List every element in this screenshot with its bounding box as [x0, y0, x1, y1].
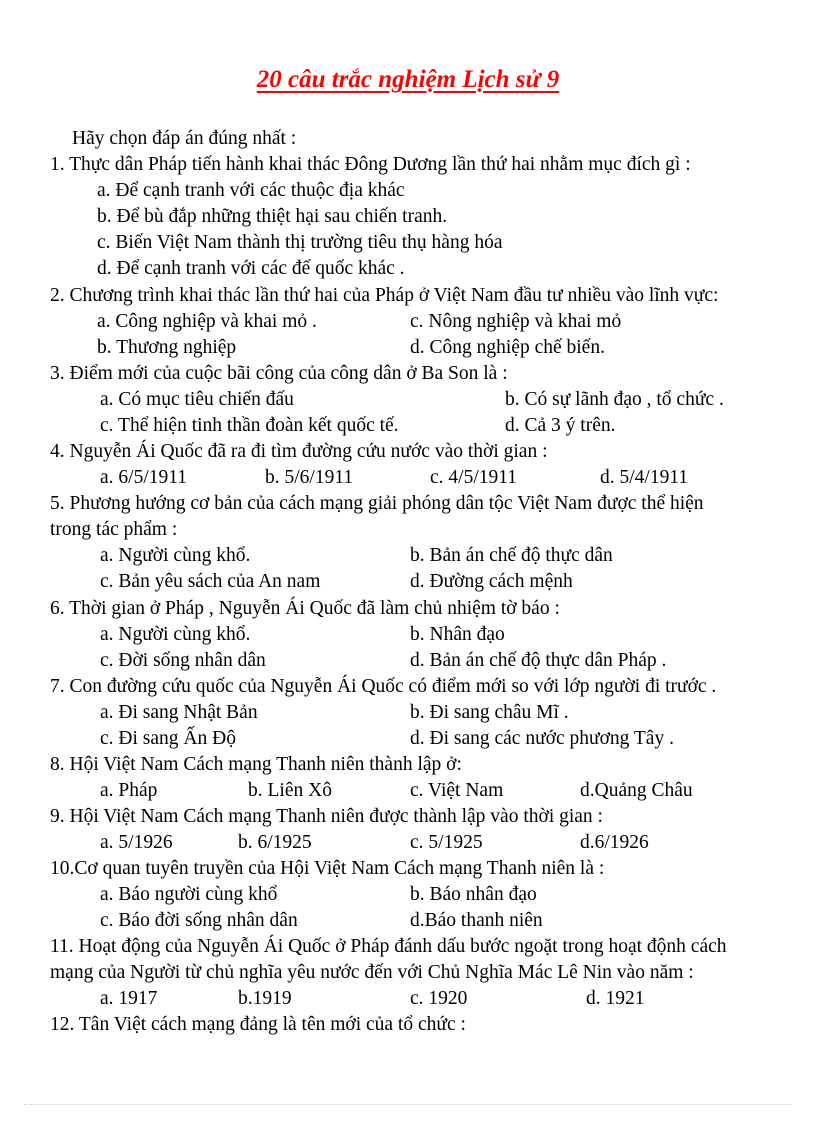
question-7: 7. Con đường cứu quốc của Nguyễn Ái Quốc có điểm mới so với lớp người đi trước .: [50, 676, 717, 697]
option-3c[interactable]: c. Thể hiện tinh thần đoàn kết quốc tế.: [100, 415, 399, 436]
option-8b[interactable]: b. Liên Xô: [248, 780, 332, 801]
question-11: 11. Hoạt động của Nguyễn Ái Quốc ở Pháp đánh dấu bước ngoặt trong hoạt độnh cách: [50, 936, 727, 957]
question-8: 8. Hội Việt Nam Cách mạng Thanh niên thành lập ở:: [50, 754, 462, 775]
option-2d[interactable]: d. Công nghiệp chế biến.: [410, 337, 605, 358]
option-2b[interactable]: b. Thương nghiệp: [97, 337, 237, 358]
option-7a[interactable]: a. Đi sang Nhật Bản: [100, 702, 258, 723]
option-7b[interactable]: b. Đi sang châu Mĩ .: [410, 702, 569, 723]
option-5b[interactable]: b. Bản án chế độ thực dân: [410, 545, 613, 566]
option-7c[interactable]: c. Đi sang Ấn Độ: [100, 728, 236, 749]
question-9: 9. Hội Việt Nam Cách mạng Thanh niên được thành lập vào thời gian :: [50, 806, 603, 827]
question-4: 4. Nguyễn Ái Quốc đã ra đi tìm đường cứu nước vào thời gian :: [50, 441, 548, 462]
option-4a[interactable]: a. 6/5/1911: [100, 467, 188, 488]
option-9a[interactable]: a. 5/1926: [100, 832, 173, 853]
option-4d[interactable]: d. 5/4/1911: [600, 467, 689, 488]
option-10c[interactable]: c. Báo đời sống nhân dân: [100, 910, 298, 931]
option-11d[interactable]: d. 1921: [586, 988, 645, 1009]
option-4b[interactable]: b. 5/6/1911: [265, 467, 354, 488]
question-5-cont: trong tác phẩm :: [50, 519, 178, 540]
option-11a[interactable]: a. 1917: [100, 988, 158, 1009]
option-9d[interactable]: d.6/1926: [580, 832, 649, 853]
question-5: 5. Phương hướng cơ bản của cách mạng giải phóng dân tộc Việt Nam được thể hiện: [50, 493, 704, 514]
page-bottom-divider: [24, 1104, 792, 1105]
question-6: 6. Thời gian ở Pháp , Nguyễn Ái Quốc đã làm chủ nhiệm tờ báo :: [50, 598, 560, 619]
option-1b[interactable]: b. Để bù đắp những thiệt hại sau chiến tranh.: [97, 206, 448, 227]
option-6b[interactable]: b. Nhân đạo: [410, 624, 505, 645]
option-1c[interactable]: c. Biến Việt Nam thành thị trường tiêu thụ hàng hóa: [97, 232, 503, 253]
option-8c[interactable]: c. Việt Nam: [410, 780, 504, 801]
option-11c[interactable]: c. 1920: [410, 988, 468, 1009]
option-10d[interactable]: d.Báo thanh niên: [410, 910, 543, 931]
question-12: 12. Tân Việt cách mạng đảng là tên mới của tổ chức :: [50, 1014, 466, 1035]
option-1a[interactable]: a. Để cạnh tranh với các thuộc địa khác: [97, 180, 405, 201]
option-5a[interactable]: a. Người cùng khổ.: [100, 545, 251, 566]
option-10a[interactable]: a. Báo người cùng khổ: [100, 884, 278, 905]
option-3b[interactable]: b. Có sự lãnh đạo , tổ chức .: [505, 389, 724, 410]
instruction: Hãy chọn đáp án đúng nhất :: [72, 128, 297, 149]
option-5c[interactable]: c. Bản yêu sách của An nam: [100, 571, 321, 592]
option-9c[interactable]: c. 5/1925: [410, 832, 483, 853]
question-3: 3. Điểm mới của cuộc bãi công của công dân ở Ba Son là :: [50, 363, 508, 384]
option-10b[interactable]: b. Báo nhân đạo: [410, 884, 537, 905]
question-11-cont: mạng của Người từ chủ nghĩa yêu nước đến với Chủ Nghĩa Mác Lê Nin vào năm :: [50, 962, 694, 983]
option-1d[interactable]: d. Để cạnh tranh với các đế quốc khác .: [97, 258, 405, 279]
option-7d[interactable]: d. Đi sang các nước phương Tây .: [410, 728, 674, 749]
option-2c[interactable]: c. Nông nghiệp và khai mỏ: [410, 311, 622, 332]
question-2: 2. Chương trình khai thác lần thứ hai của Pháp ở Việt Nam đầu tư nhiều vào lĩnh vực:: [50, 285, 719, 306]
option-6a[interactable]: a. Người cùng khổ.: [100, 624, 251, 645]
document-title: 20 câu trắc nghiệm Lịch sử 9: [256, 66, 560, 93]
option-9b[interactable]: b. 6/1925: [238, 832, 312, 853]
option-8a[interactable]: a. Pháp: [100, 780, 158, 801]
option-11b[interactable]: b.1919: [238, 988, 292, 1009]
option-6d[interactable]: d. Bản án chế độ thực dân Pháp .: [410, 650, 667, 671]
option-3a[interactable]: a. Có mục tiêu chiến đấu: [100, 389, 294, 410]
option-3d[interactable]: d. Cả 3 ý trên.: [505, 415, 616, 436]
option-4c[interactable]: c. 4/5/1911: [430, 467, 518, 488]
question-10: 10.Cơ quan tuyên truyền của Hội Việt Nam Cách mạng Thanh niên là :: [50, 858, 605, 879]
option-8d[interactable]: d.Quảng Châu: [580, 780, 693, 801]
question-1: 1. Thực dân Pháp tiến hành khai thác Đông Dương lần thứ hai nhằm mục đích gì :: [50, 154, 691, 175]
option-5d[interactable]: d. Đường cách mệnh: [410, 571, 573, 592]
option-2a[interactable]: a. Công nghiệp và khai mỏ .: [97, 311, 317, 332]
option-6c[interactable]: c. Đời sống nhân dân: [100, 650, 266, 671]
